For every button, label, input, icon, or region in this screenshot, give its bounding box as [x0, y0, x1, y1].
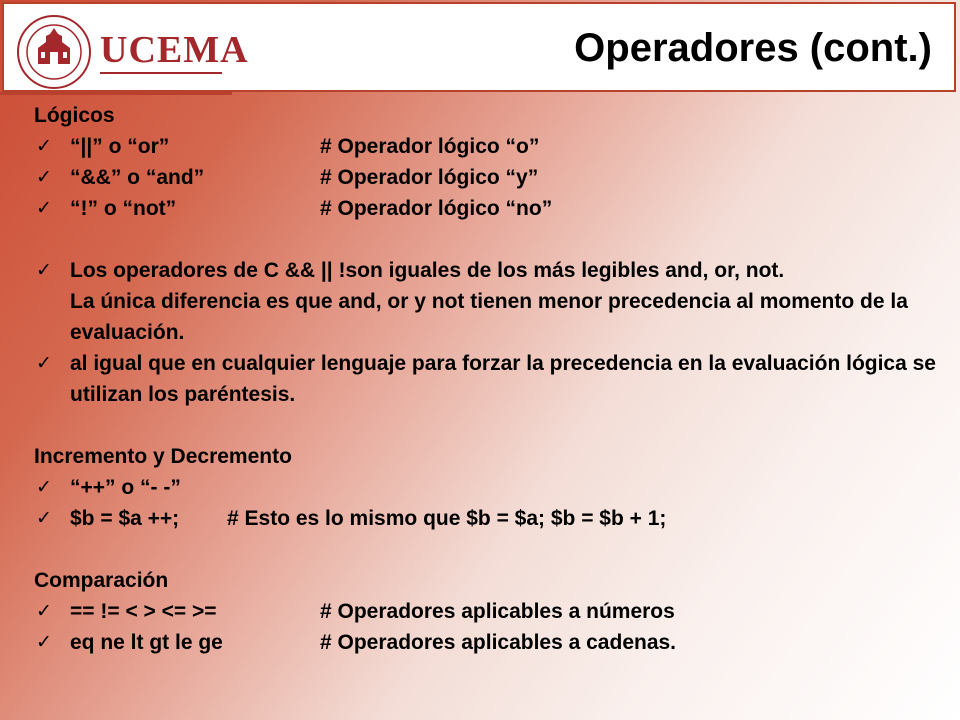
check-icon: ✓	[36, 198, 52, 219]
list-item	[34, 627, 944, 658]
brand-logo-text: UCEMA	[100, 29, 249, 71]
header-divider	[0, 92, 232, 95]
note-text: La única diferencia es que and, or y not tienen menor precedencia al momento de la evaluación.	[70, 290, 908, 344]
list-item	[34, 255, 944, 348]
operator-text: “&&” o “and”	[70, 166, 205, 189]
header-bar	[2, 2, 956, 92]
list-item	[34, 596, 944, 627]
operator-text: == != < > <= >=	[70, 600, 217, 623]
check-icon: ✓	[36, 353, 52, 374]
brand-underline	[100, 72, 222, 74]
operator-text: “!” o “not”	[70, 197, 177, 220]
list-item	[34, 348, 944, 410]
operator-description: # Operadores aplicables a números	[320, 600, 675, 623]
list-item	[34, 193, 944, 224]
code-comment: # Esto es lo mismo que $b = $a; $b = $b + 1;	[227, 507, 667, 530]
operator-description: # Operador lógico “o”	[320, 135, 540, 158]
operator-description: # Operadores aplicables a cadenas.	[320, 631, 677, 654]
list-item	[34, 503, 944, 534]
section-heading-comparacion: Comparación	[34, 569, 169, 592]
section-heading-incremento: Incremento y Decremento	[34, 445, 292, 468]
operator-text: “||” o “or”	[70, 135, 170, 158]
check-icon: ✓	[36, 136, 52, 157]
section-heading-logicos: Lógicos	[34, 104, 115, 127]
check-icon: ✓	[36, 477, 52, 498]
check-icon: ✓	[36, 167, 52, 188]
check-icon: ✓	[36, 260, 52, 281]
check-icon: ✓	[36, 632, 52, 653]
list-item	[34, 131, 944, 162]
operator-description: # Operador lógico “y”	[320, 166, 539, 189]
note-text: al igual que en cualquier lenguaje para forzar la precedencia en la evaluación lógica se utilizan los paréntesis.	[70, 352, 936, 406]
code-text: $b = $a ++;	[70, 507, 180, 530]
list-item	[34, 162, 944, 193]
slide-content	[34, 100, 944, 658]
slide-title: Operadores (cont.)	[574, 26, 932, 70]
operator-text: “++” o “- -”	[70, 476, 181, 499]
check-icon: ✓	[36, 508, 52, 529]
check-icon: ✓	[36, 601, 52, 622]
operator-text: eq ne lt gt le ge	[70, 631, 223, 654]
operator-description: # Operador lógico “no”	[320, 197, 553, 220]
university-seal-icon	[16, 14, 92, 90]
note-text: Los operadores de C && || !son iguales de los más legibles and, or, not.	[70, 259, 785, 282]
list-item	[34, 472, 944, 503]
